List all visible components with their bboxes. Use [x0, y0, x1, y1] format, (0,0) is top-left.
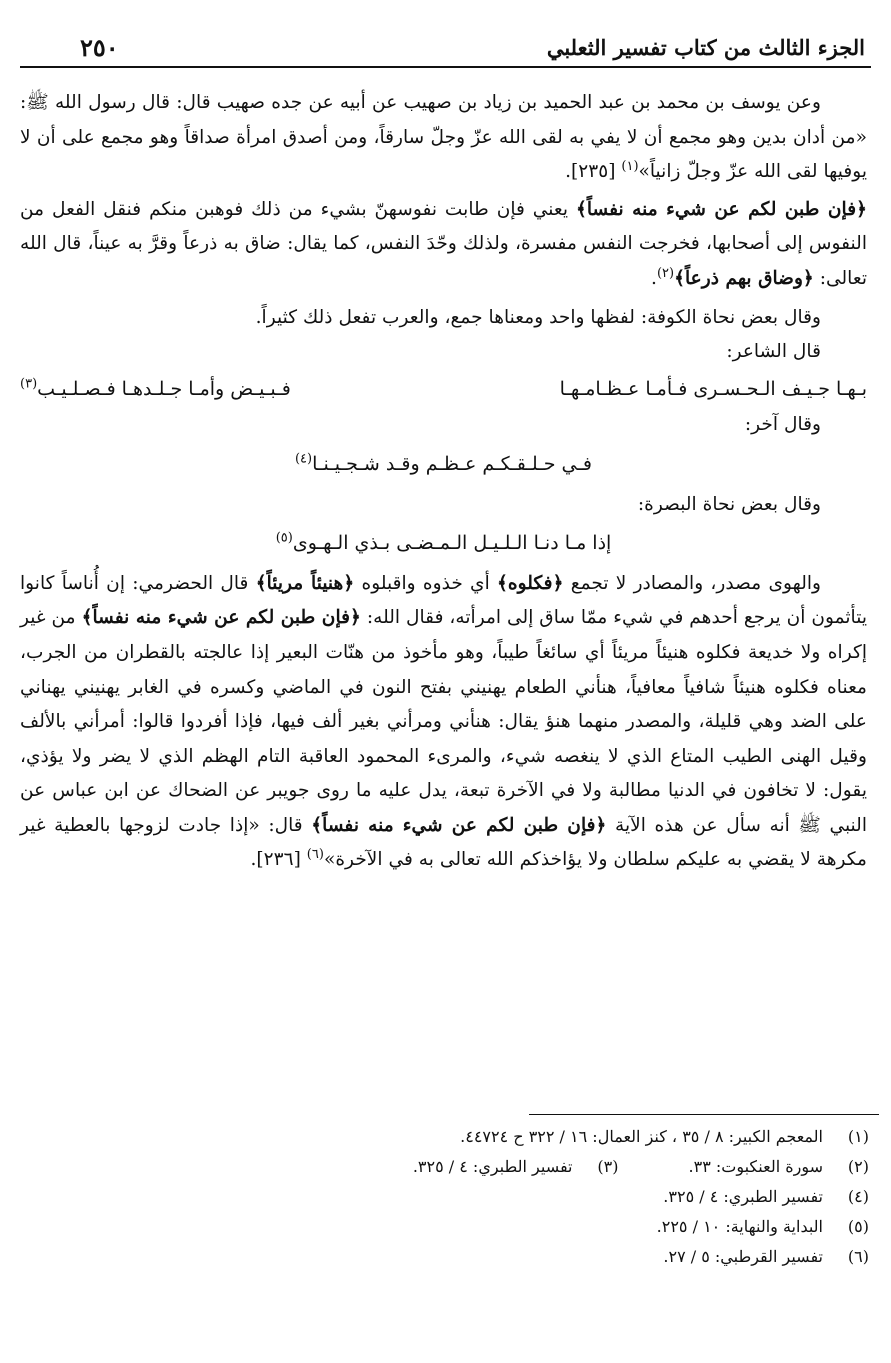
page-header	[20, 28, 871, 68]
footnote-2	[689, 1152, 869, 1182]
footnote-text: البداية والنهاية: ١٠ / ٢٢٥.	[656, 1217, 823, 1236]
verse-second-hemistich	[20, 372, 291, 407]
footnote-number: (٥)	[847, 1217, 869, 1236]
footnote-text: تفسير القرطبي: ٥ / ٢٧.	[663, 1247, 823, 1266]
footnote-ref-6: (٦)	[306, 847, 324, 863]
footnote-1	[39, 1122, 869, 1152]
footnote-text: المعجم الكبير: ٨ / ٣٥ ، كنز العمال: ١٦ / ٣٢٢ ح ٤٤٧٢٤.	[460, 1127, 823, 1146]
footnotes	[39, 1122, 869, 1272]
footnote-number: (٦)	[847, 1247, 869, 1266]
verse-text: فـبـيـض وأمـا جـلـدهـا فـصـلـيـب	[37, 377, 291, 400]
paragraph-hadith	[20, 86, 867, 190]
hadith-number: [٢٣٦].	[250, 849, 307, 871]
footnote-3	[413, 1152, 619, 1182]
footnote-ref-2: (٢)	[656, 265, 675, 281]
footnote-text: سورة العنكبوت: ٣٣.	[688, 1157, 823, 1176]
running-title: الجزء الثالث من كتاب تفسير الثعلبي	[546, 35, 865, 60]
footnote-5	[39, 1212, 869, 1242]
footnote-ref-1: (١)	[621, 159, 639, 174]
paragraph-hawa	[20, 567, 867, 878]
page-number: ٢٥٠	[80, 33, 119, 62]
text-run: قال: «إذا جادت لزوجها بالعطية غير مكرهة لا يقضي به عليكم سلطان ولا يؤاخذكم الله تعالى به في الآخرة»	[20, 814, 867, 871]
footnote-ref-5: (٥)	[275, 530, 293, 546]
footnote-4	[39, 1182, 869, 1212]
footnote-row-2-3	[39, 1152, 869, 1182]
verse-text: إذا مـا دنـا الـلـيـل الـمـضـى بـذي الـهـوى	[292, 532, 612, 555]
another-intro: وقال آخر:	[744, 414, 821, 436]
footnote-6	[39, 1242, 869, 1272]
footnote-text: تفسير الطبري: ٤ / ٣٢٥.	[663, 1187, 823, 1206]
hadith-text: وعن يوسف بن محمد بن عبد الحميد بن زياد بن صهيب عن أبيه عن جده صهيب قال: قال رسول الله ﷺ: «من أدان بدين وهو مجمع أن لا يفي به لقى الله عزّ وجلّ سارقاً، ومن أصدق امرأة صداقاً وهو مجمع على أن لا يوفيها لقى الله عزّ وجلّ زانياً»	[20, 92, 867, 183]
basra-intro: وقال بعض نحاة البصرة:	[637, 493, 821, 515]
quran-quote: ﴿فإن طبن لكم عن شيء منه نفساً﴾	[575, 198, 867, 220]
footnote-text: تفسير الطبري: ٤ / ٣٢٥.	[412, 1157, 573, 1176]
footnote-number: (٢)	[847, 1157, 869, 1176]
footnote-separator	[529, 1114, 879, 1115]
poem-verse-2	[20, 443, 867, 488]
paragraph-tafsir	[20, 193, 867, 297]
quran-quote: ﴿فإن طبن لكم عن شيء منه نفساً﴾	[311, 814, 607, 836]
main-text	[20, 86, 867, 878]
quran-quote: ﴿وضاق بهم ذرعاً﴾	[674, 267, 814, 289]
footnote-number: (٤)	[847, 1187, 869, 1206]
verse-text: فـي حـلـقـكـم عـظـم وقـد شـجـيـنـا	[312, 452, 593, 475]
footnote-ref-4: (٤)	[294, 451, 313, 467]
text-run: من غير إكراه ولا خديعة فكلوه هنيئاً مريئاً أي سائغاً طيباً، وهو مأخوذ من هنّات البعير إذا عالجته بالقطران من الجرب، معناه فكلوه هنيئاً شافياً معافياً، هنأني الطعام يهنيني بفتح النون في الماضي وكسره في الغابر يهنيني يهناني على الضد وهي قليلة، والمصدر منهما هنؤ يقال: هنأني ومرأني بغير ألف فيها، فإذا أفردوا قالوا: أمرأني بالألف وقيل الهنى الطيب المتاع الذي لا ينغصه شيء، والمرىء المحمود العاقبة التام الهظم الذي لا يضر ولا يؤذي، يقول: لا تخافون في الدنيا مطالبة ولا في الآخرة تبعة، يدل عليه ما روى جويبر عن الضحاك عن ابن عباس عن النبي ﷺ أنه سأل عن هذه الآية	[20, 607, 868, 836]
footnote-number: (٣)	[597, 1157, 619, 1176]
paragraph-kufa: وقال بعض نحاة الكوفة: لفظها واحد ومعناها جمع، والعرب تفعل ذلك كثيراً.	[255, 306, 821, 328]
tafsir-text: يعني فإن طابت نفوسهنّ بشيء من ذلك فوهبن منكم فنقل الفعل من النفوس إلى أصحابها، فخرجت النفس مفسرة، ولذلك وحّدَ النفس، كما يقال: ضاق به ذرعاً وقرَّ به عيناً، قال الله تعالى:	[20, 198, 867, 289]
punctuation: .	[651, 267, 657, 289]
poem-verse-3	[20, 522, 867, 567]
footnote-number: (١)	[847, 1127, 869, 1146]
poet-intro: قال الشاعر:	[726, 341, 821, 363]
footnote-ref-3: (٣)	[20, 376, 38, 392]
hadith-number: [٢٣٥].	[565, 161, 622, 183]
poem-verse-1	[20, 370, 867, 409]
quran-quote: ﴿هنيئاً مريئاً﴾	[255, 572, 355, 594]
verse-first-hemistich: بـهـا جـيـف الـحـسـرى فـأمـا عـظـامـهـا	[559, 377, 867, 400]
quran-quote: ﴿فكلوه﴾	[497, 572, 564, 594]
text-run: قال الحضرمي: إن أُناساً كانوا يتأثمون أن يرجع أحدهم في شيء ممّا ساق إلى امرأته، فقال الله:	[20, 572, 867, 629]
text-run: والهوى مصدر، والمصادر لا تجمع	[563, 572, 822, 594]
text-run: أي خذوه واقبلوه	[354, 572, 498, 594]
quran-quote: ﴿فإن طبن لكم عن شيء منه نفساً﴾	[81, 607, 361, 629]
